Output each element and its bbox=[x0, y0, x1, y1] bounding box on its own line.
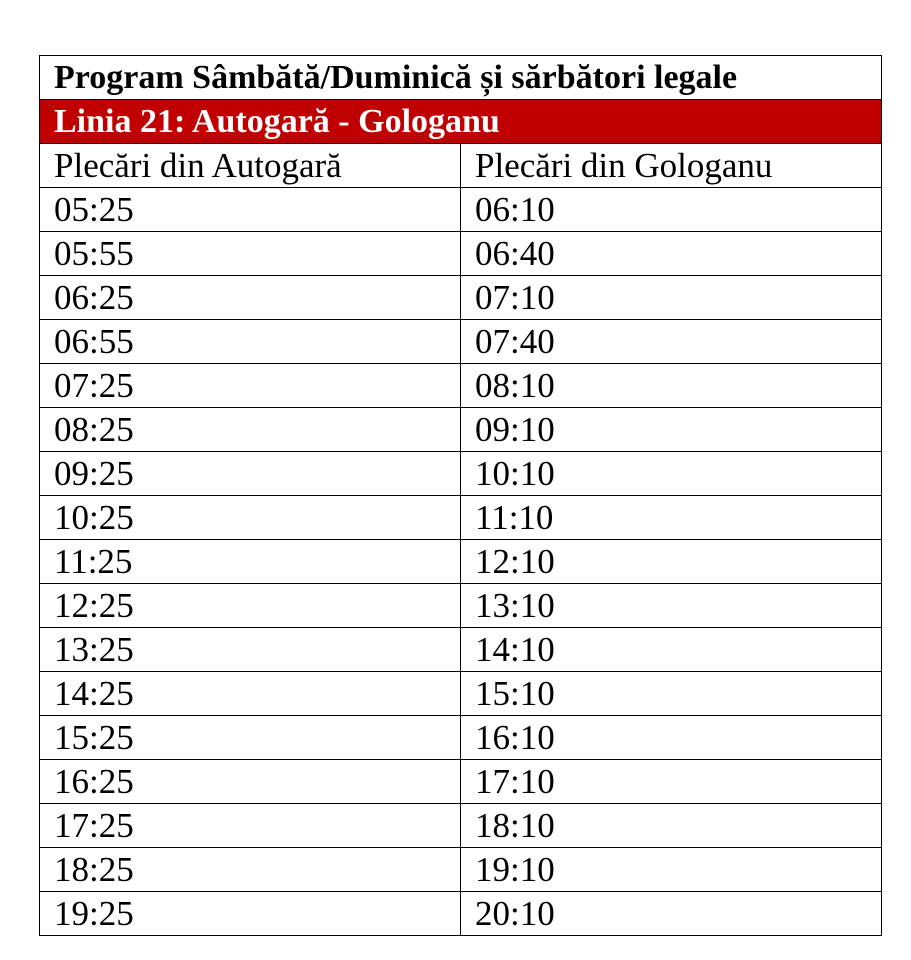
departure-gologanu-cell: 19:10 bbox=[461, 848, 882, 892]
departure-autogara-cell: 15:25 bbox=[40, 716, 461, 760]
departure-gologanu-cell: 14:10 bbox=[461, 628, 882, 672]
departure-autogara-cell: 11:25 bbox=[40, 540, 461, 584]
departure-gologanu-cell: 18:10 bbox=[461, 804, 882, 848]
column-header-row bbox=[40, 144, 882, 188]
table-row bbox=[40, 364, 882, 408]
table-row bbox=[40, 276, 882, 320]
departure-gologanu-cell: 13:10 bbox=[461, 584, 882, 628]
departure-autogara-cell: 13:25 bbox=[40, 628, 461, 672]
table-row bbox=[40, 584, 882, 628]
table-row bbox=[40, 804, 882, 848]
departure-gologanu-cell: 16:10 bbox=[461, 716, 882, 760]
departure-autogara-cell: 07:25 bbox=[40, 364, 461, 408]
departure-gologanu-cell: 06:40 bbox=[461, 232, 882, 276]
departure-gologanu-cell: 10:10 bbox=[461, 452, 882, 496]
departure-autogara-cell: 14:25 bbox=[40, 672, 461, 716]
departure-autogara-cell: 06:55 bbox=[40, 320, 461, 364]
departure-gologanu-cell: 20:10 bbox=[461, 892, 882, 936]
departure-autogara-cell: 18:25 bbox=[40, 848, 461, 892]
departure-gologanu-cell: 07:10 bbox=[461, 276, 882, 320]
departure-autogara-cell: 05:55 bbox=[40, 232, 461, 276]
departure-autogara-cell: 16:25 bbox=[40, 760, 461, 804]
departure-gologanu-cell: 12:10 bbox=[461, 540, 882, 584]
schedule-body bbox=[40, 56, 882, 936]
table-row bbox=[40, 716, 882, 760]
departure-autogara-cell: 06:25 bbox=[40, 276, 461, 320]
departure-gologanu-cell: 07:40 bbox=[461, 320, 882, 364]
table-row bbox=[40, 540, 882, 584]
departure-autogara-cell: 08:25 bbox=[40, 408, 461, 452]
departure-autogara-cell: 05:25 bbox=[40, 188, 461, 232]
table-row bbox=[40, 672, 882, 716]
departure-gologanu-cell: 08:10 bbox=[461, 364, 882, 408]
schedule-table bbox=[39, 55, 882, 936]
column-header-gologanu: Plecări din Gologanu bbox=[461, 144, 882, 188]
program-title-row bbox=[40, 56, 882, 100]
table-row bbox=[40, 320, 882, 364]
departure-gologanu-cell: 17:10 bbox=[461, 760, 882, 804]
line-title-row bbox=[40, 100, 882, 144]
departure-autogara-cell: 12:25 bbox=[40, 584, 461, 628]
table-row bbox=[40, 452, 882, 496]
table-row bbox=[40, 188, 882, 232]
departure-autogara-cell: 09:25 bbox=[40, 452, 461, 496]
column-header-autogara: Plecări din Autogară bbox=[40, 144, 461, 188]
line-title: Linia 21: Autogară - Gologanu bbox=[40, 100, 882, 144]
departure-autogara-cell: 10:25 bbox=[40, 496, 461, 540]
table-row bbox=[40, 232, 882, 276]
table-row bbox=[40, 408, 882, 452]
table-row bbox=[40, 848, 882, 892]
departure-autogara-cell: 17:25 bbox=[40, 804, 461, 848]
table-row bbox=[40, 760, 882, 804]
departure-gologanu-cell: 06:10 bbox=[461, 188, 882, 232]
departure-autogara-cell: 19:25 bbox=[40, 892, 461, 936]
table-row bbox=[40, 628, 882, 672]
table-row bbox=[40, 892, 882, 936]
departure-gologanu-cell: 09:10 bbox=[461, 408, 882, 452]
departure-gologanu-cell: 11:10 bbox=[461, 496, 882, 540]
program-title: Program Sâmbătă/Duminică și sărbători legale bbox=[40, 56, 882, 100]
table-row bbox=[40, 496, 882, 540]
departure-gologanu-cell: 15:10 bbox=[461, 672, 882, 716]
